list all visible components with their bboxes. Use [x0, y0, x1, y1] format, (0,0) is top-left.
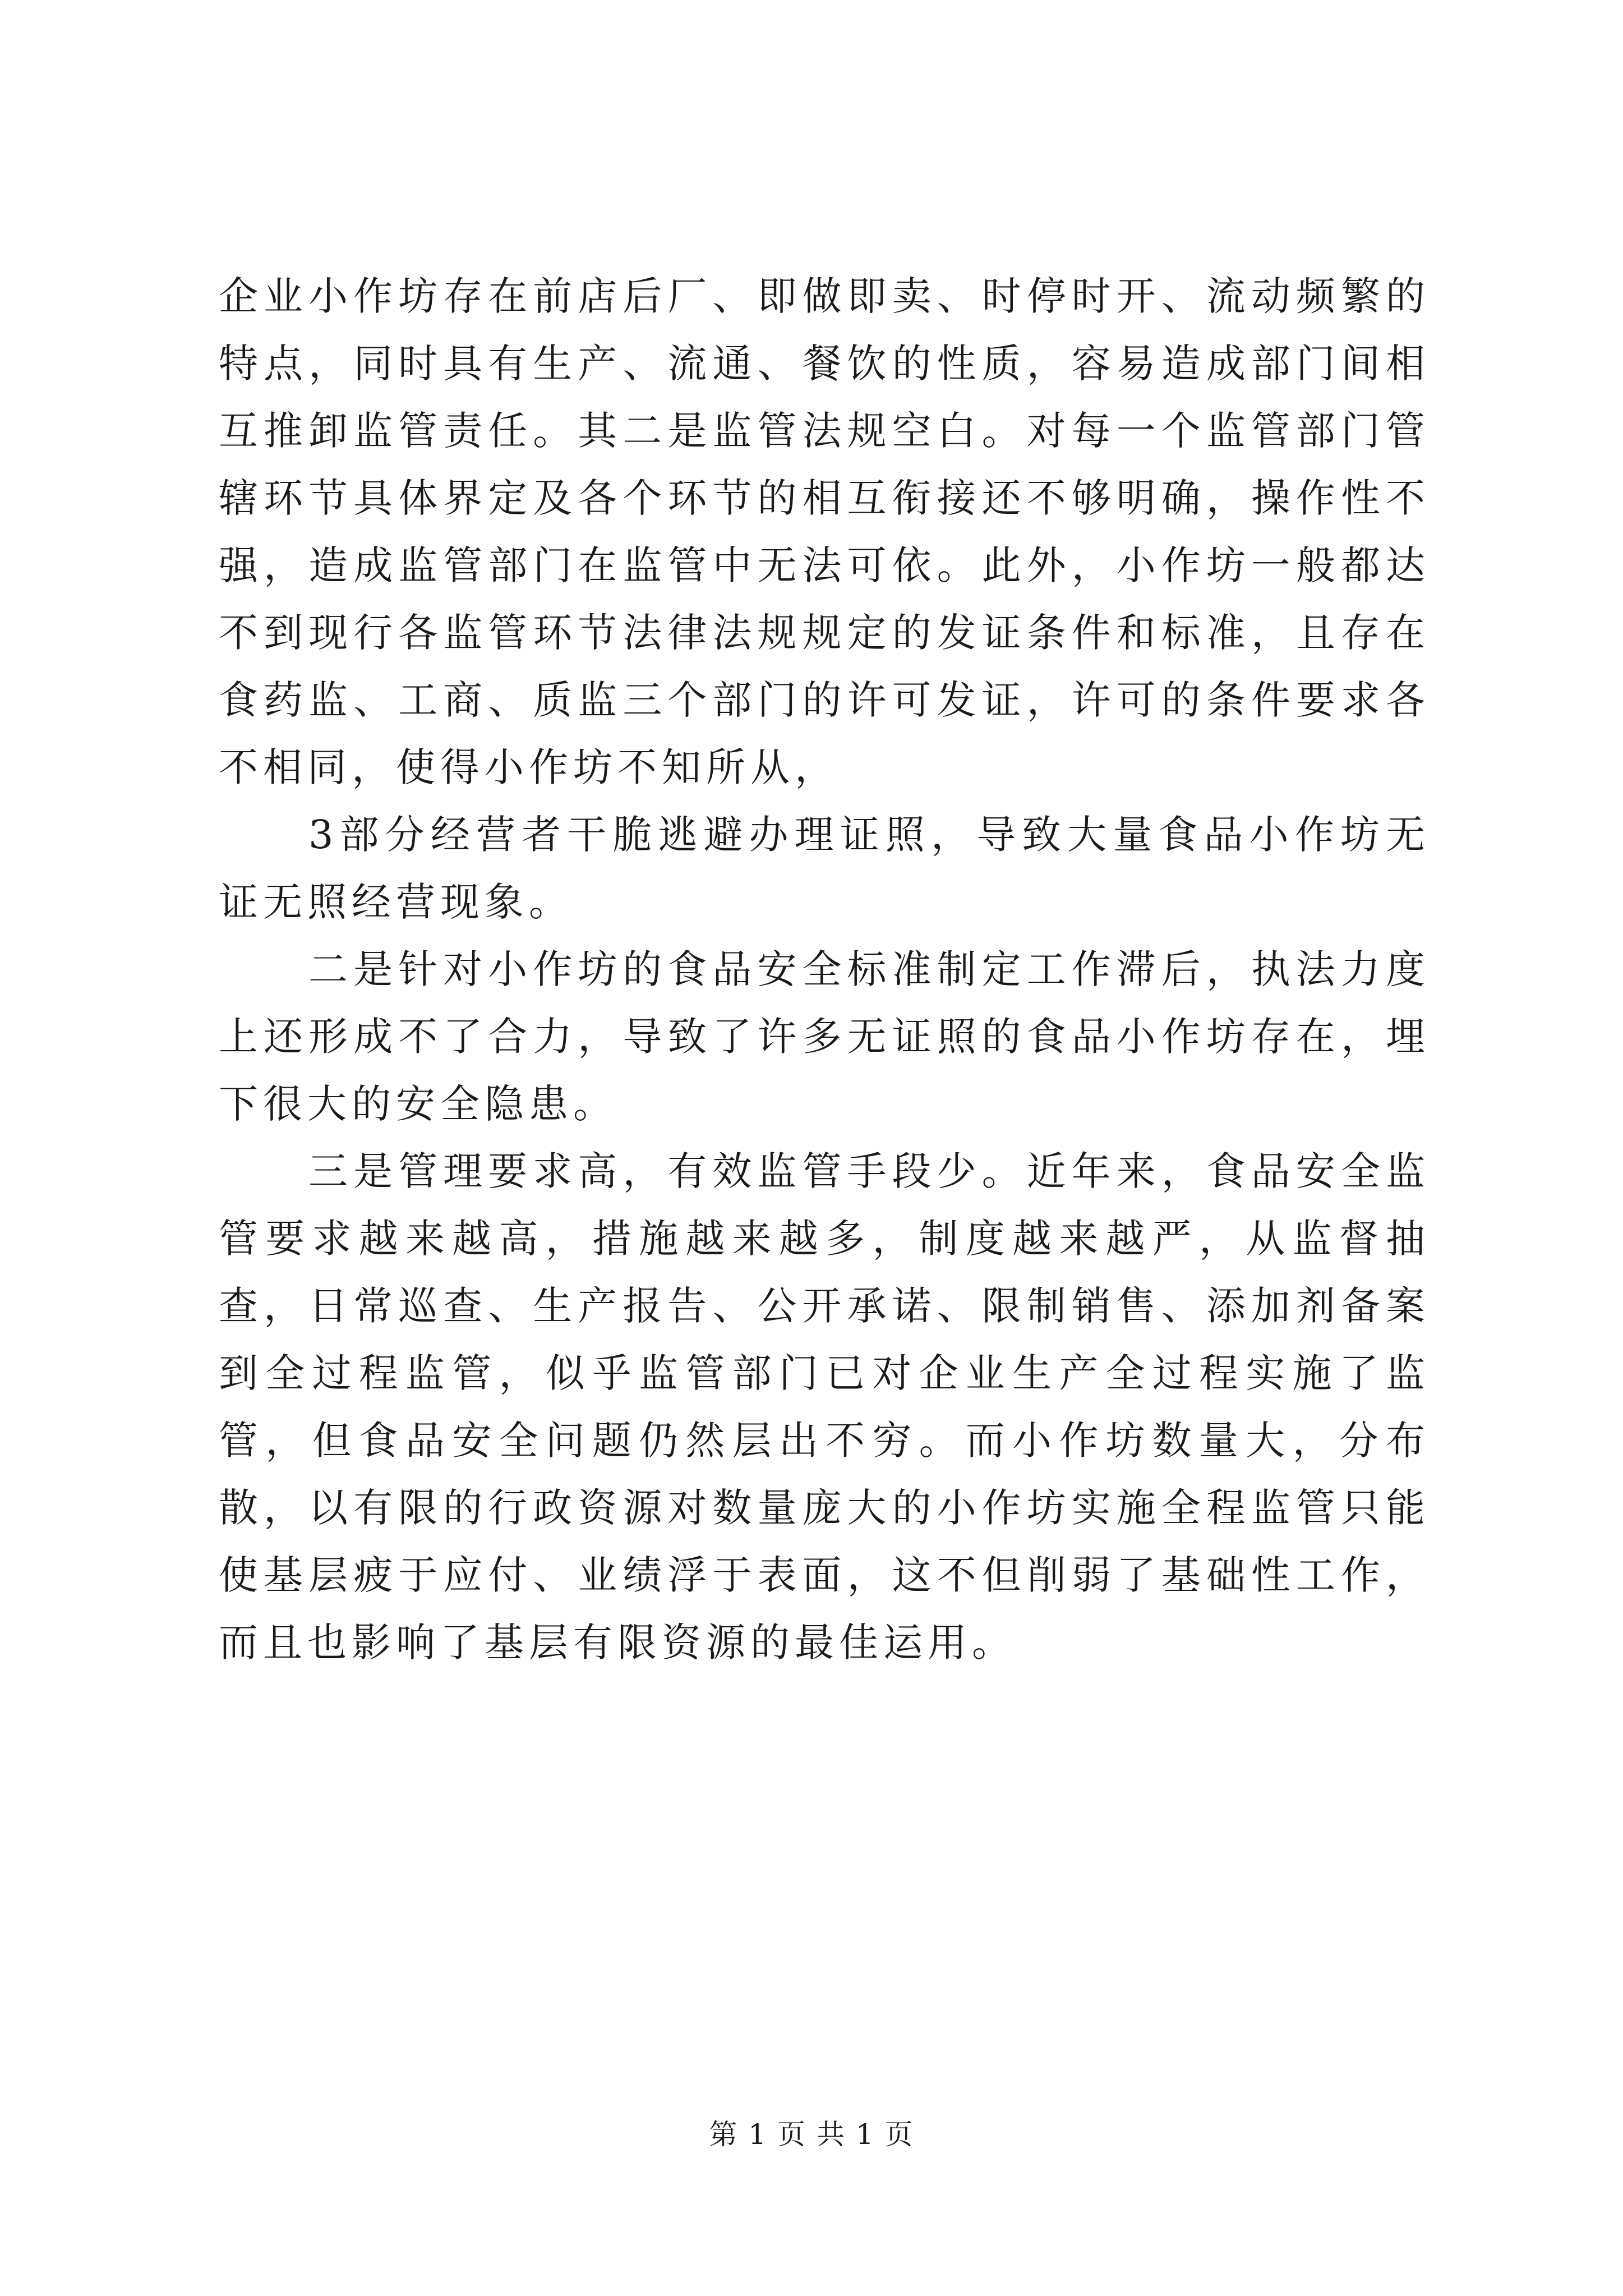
- page-footer: 第 1 页 共 1 页: [709, 2118, 914, 2151]
- paragraph-1: 企业小作坊存在前店后厂、即做即卖、时停时开、流动频繁的特点，同时具有生产、流通、餐饮的性质，容易造成部门间相互推卸监管责任。其二是监管法规空白。对每一个监管部门管辖环节具体界定及各个环节的相互衔接还不够明确，操作性不强，造成监管部门在监管中无法可依。此外，小作坊一般都达不到现行各监管环节法律法规规定的发证条件和标准，且存在食药监、工商、质监三个部门的许可发证，许可的条件要求各不相同，使得小作坊不知所从，: [219, 273, 1430, 790]
- paragraph-3: 二是针对小作坊的食品安全标准制定工作滞后，执法力度上还形成不了合力，导致了许多无证照的食品小作坊存在，埋下很大的安全隐患。: [219, 946, 1430, 1127]
- document-body: [219, 263, 1430, 1676]
- paragraph-4: 三是管理要求高，有效监管手段少。近年来，食品安全监管要求越来越高，措施越来越多，制度越来越严，从监督抽查，日常巡查、生产报告、公开承诺、限制销售、添加剂备案到全过程监管，似乎监管部门已对企业生产全过程实施了监管，但食品安全问题仍然层出不穷。而小作坊数量大，分布散，以有限的行政资源对数量庞大的小作坊实施全程监管只能使基层疲于应付、业绩浮于表面，这不但削弱了基础性工作，而且也影响了基层有限资源的最佳运用。: [219, 1148, 1430, 1665]
- paragraph-2: 3部分经营者干脆逃避办理证照，导致大量食品小作坊无证无照经营现象。: [219, 812, 1430, 925]
